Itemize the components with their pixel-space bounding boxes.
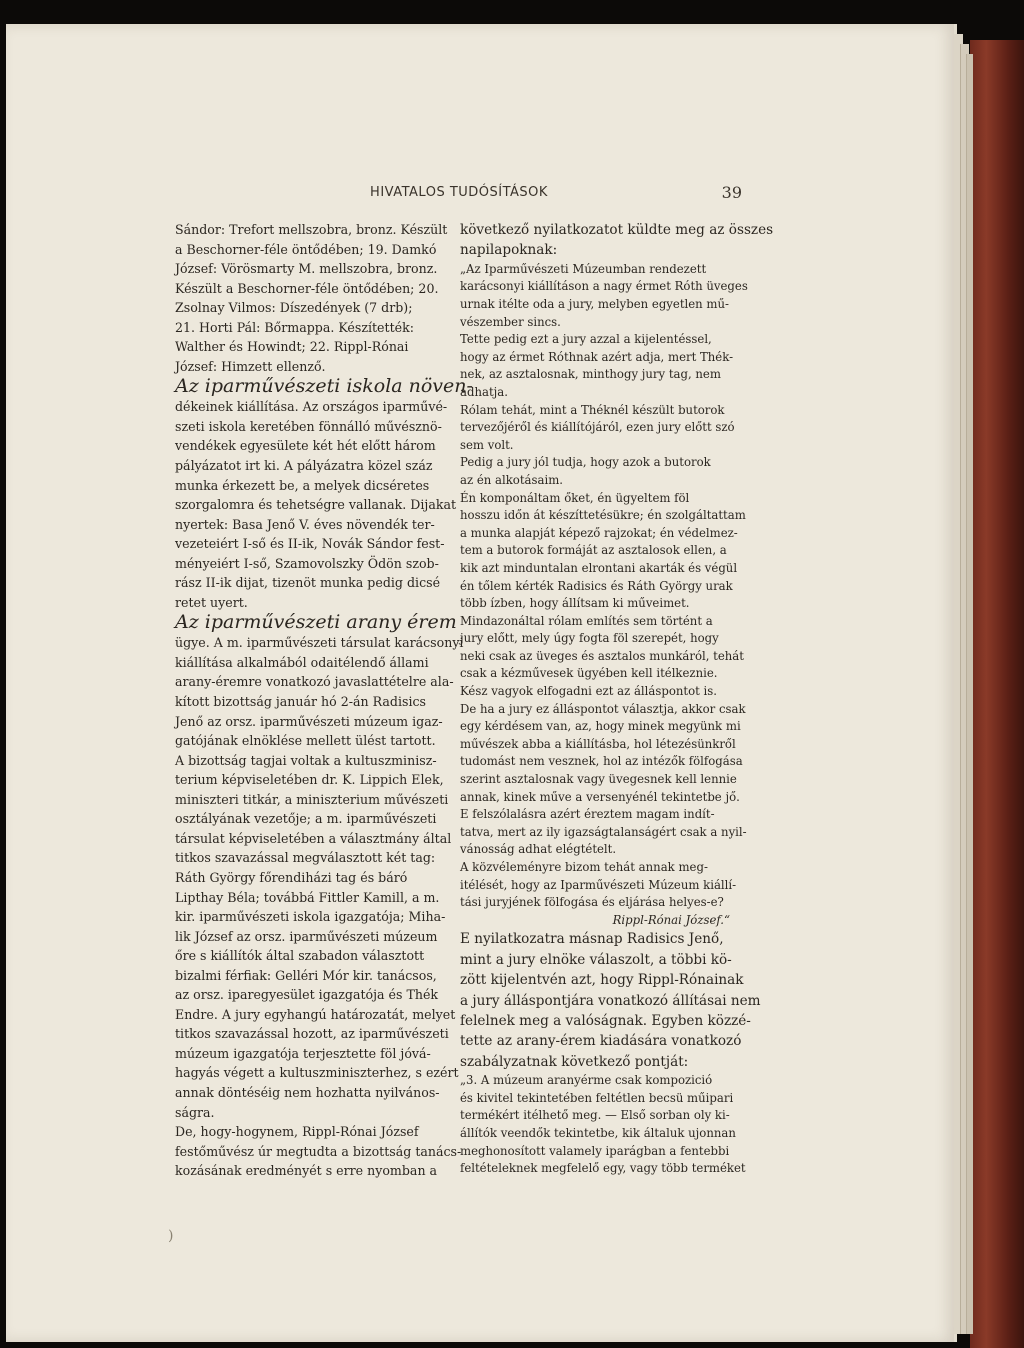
text-line: A közvéleményre bizom tehát annak meg- — [460, 860, 708, 874]
text-line: tudomást nem vesznek, hol az intézők fölfogása — [460, 754, 743, 769]
text-line: Mindazonáltal rólam említés sem történt a — [460, 613, 713, 628]
text-line: Pedig a jury jól tudja, hogy azok a butorok — [460, 455, 711, 470]
text-line: szeti iskola keretében fönnálló művésznö- — [175, 418, 442, 434]
text-line: szerint asztalosnak vagy üvegesnek kell lennie — [460, 772, 737, 787]
text-line: a jury álláspontjára vonatkozó állításai nem — [460, 992, 761, 1009]
text-line: az orsz. iparegyesület igazgatója és Thék — [175, 987, 439, 1003]
text-line: „3. A múzeum aranyérme csak kompozició — [460, 1073, 713, 1088]
text-line: retet uyert. — [175, 594, 248, 610]
text-line: titkos szavazással megválasztott két tag: — [175, 850, 436, 866]
text-line: karácsonyi kiállításon a nagy érmet Róth üveges — [460, 279, 748, 294]
text-line: Lipthay Béla; továbbá Fittler Kamill, a m. — [175, 889, 440, 905]
text-line: sem volt. — [460, 437, 514, 452]
text-line: őre s kiállítók által szabadon választott — [175, 948, 425, 964]
text-line: ményeiért I-ső, Szamovolszky Ödön szob- — [175, 555, 439, 571]
text-line: neki csak az üveges és asztalos munkáról, tehát — [460, 648, 744, 663]
text-line: bizalmi férfiak: Gelléri Mór kir. tanácsos, — [175, 967, 437, 983]
text-line: termékért itélhető meg. — Első sorban oly ki- — [460, 1108, 730, 1123]
text-line: arany-éremre vonatkozó javaslattételre ala- — [175, 674, 454, 690]
text-line: csak a kézművesek ügyében kell itélkeznie. — [460, 666, 718, 681]
text-line: vezeteiért I-ső és II-ik, Novák Sándor fest- — [175, 536, 445, 552]
text-line: Kész vagyok elfogadni ezt az álláspontot is. — [460, 684, 717, 699]
text-line: dékeinek kiállítása. Az országos iparművé- — [175, 399, 448, 415]
text-line: pályázatot irt ki. A pályázatra közel száz — [175, 458, 433, 474]
text-line: titkos szavazással hozott, az iparművészeti — [175, 1026, 449, 1042]
text-line: következő nyilatkozatot küldte meg az összes — [460, 222, 774, 238]
text-line: mint a jury elnöke válaszolt, a többi kö- — [460, 951, 732, 968]
text-line: Tette pedig ezt a jury azzal a kijelentéssel, — [460, 332, 712, 347]
text-line: állítók veendők tekintetbe, kik általuk ujonnan — [460, 1126, 736, 1140]
text-line: a munka alapját képező rajzokat; én védelmez- — [460, 525, 738, 540]
text-line: E nyilatkozatra másnap Radisics Jenő, — [460, 931, 724, 948]
text-line: De, hogy-hogynem, Rippl-Rónai József — [175, 1124, 419, 1140]
text-line: lik József az orsz. iparművészeti múzeum — [175, 928, 438, 944]
text-line: hosszu időn át készíttetésükre; én szolgáltattam — [460, 508, 746, 523]
text-line: napilapoknak: — [460, 242, 558, 259]
text-line: Zsolnay Vilmos: Díszedények (7 drb); — [175, 300, 413, 316]
text-line: tette az arany-érem kiadására vonatkozó — [460, 1033, 742, 1050]
text-line: tem a butorok formáját az asztalosok ellen, a — [460, 543, 727, 558]
text-line: annak, kinek műve a versenyénél tekintetbe jő. — [460, 789, 740, 804]
text-line: feltételeknek megfelelő egy, vagy több terméket — [460, 1161, 746, 1176]
text-line: A bizottság tagjai voltak a kultuszminisz- — [175, 752, 437, 768]
text-line: és kivitel tekintetében feltétlen becsü műipari — [460, 1090, 734, 1105]
text-line: vendékek egyesülete két hét előtt három — [175, 438, 436, 454]
text-line: múzeum igazgatója terjesztette föl jóvá- — [175, 1045, 431, 1061]
text-line: miniszteri titkár, a miniszterium művészeti — [175, 791, 449, 807]
text-line: ságra. — [175, 1104, 215, 1120]
text-line: Készült a Beschorner-féle öntődében; 20. — [175, 280, 439, 296]
text-line: jury előtt, mely úgy fogta föl szerepét, hogy — [460, 631, 719, 646]
text-line: társulat képviseletében a választmány által — [175, 830, 452, 846]
running-head: HIVATALOS TUDÓSÍTÁSOK — [370, 185, 548, 200]
text-line: az én alkotásaim. — [460, 472, 563, 487]
text-line: annak döntéséig nem hozhatta nyilvános- — [175, 1084, 440, 1100]
text-line: én tőlem kérték Radisics és Ráth György urak — [460, 578, 733, 593]
text-line: zött kijelentvén azt, hogy Rippl-Rónainak — [460, 972, 744, 989]
text-line: hagyás végett a kultuszminiszterhez, s ezért — [175, 1065, 459, 1081]
text-line: kított bizottság január hó 2-án Radisics — [175, 694, 427, 710]
text-line: gatójának elnöklése mellett ülést tartott. — [175, 733, 436, 749]
text-line: festőművész úr megtudta a bizottság tanács- — [175, 1143, 462, 1159]
text-line: szabályzatnak következő pontját: — [460, 1053, 689, 1070]
text-line: kiállítása alkalmából odaitélendő állami — [175, 654, 429, 670]
text-line: a Beschorner-féle öntődében; 19. Damkó — [175, 241, 437, 257]
text-line: nek, az asztalosnak, minthogy jury tag, nem — [460, 367, 721, 382]
margin-mark: ) — [168, 1228, 174, 1244]
text-line: hogy az érmet Róthnak azért adja, mert Thék- — [460, 349, 734, 364]
text-line: József: Vörösmarty M. mellszobra, bronz. — [175, 261, 438, 277]
text-line: adhatja. — [460, 384, 508, 399]
text-line: munka érkezett be, a melyek dicséretes — [175, 477, 430, 493]
text-line: vánosság adhat elégtételt. — [460, 842, 617, 857]
text-line: vészember sincs. — [460, 314, 561, 329]
text-line: Az iparművészeti iskola növen- — [175, 375, 473, 398]
text-line: tási juryjének fölfogása és eljárása helyes-e? — [460, 895, 724, 910]
text-line: urnak itélte oda a jury, melyben egyetlen mű- — [460, 297, 729, 311]
text-line: tatva, mert az ily igazságtalanságért csak a nyil- — [460, 824, 747, 839]
text-line: Rólam tehát, mint a Théknél készült butorok — [460, 402, 725, 417]
text-line: Jenő az orsz. iparművészeti múzeum igaz- — [175, 713, 443, 729]
text-line: Az iparművészeti arany érem — [175, 611, 457, 634]
left-column — [175, 220, 473, 1181]
text-line: E felszólalásra azért éreztem magam indít- — [460, 807, 715, 822]
book-spine — [970, 40, 1024, 1348]
text-line: tervezőjéről és kiállítójáról, ezen jury előtt szó — [460, 420, 735, 435]
text-line: Walther és Howindt; 22. Rippl-Rónai — [175, 339, 409, 355]
text-line: ügye. A m. iparművészeti társulat karácsonyi — [175, 635, 464, 651]
page-number: 39 — [721, 183, 742, 202]
text-line: Sándor: Trefort mellszobra, bronz. Készült — [175, 222, 448, 237]
text-line: József: Himzett ellenző. — [175, 358, 326, 374]
text-line: kir. iparművészeti iskola igazgatója; Miha- — [175, 909, 446, 925]
right-column — [460, 220, 774, 1178]
text-line: itélését, hogy az Iparművészeti Múzeum kiállí- — [460, 877, 737, 892]
text-line: terium képviseletében dr. K. Lippich Elek, — [175, 772, 444, 788]
text-line: osztályának vezetője; a m. iparművészeti — [175, 811, 437, 827]
text-line: nyertek: Basa Jenő V. éves növendék ter- — [175, 516, 435, 532]
text-line: kik azt minduntalan elrontani akarták és végül — [460, 560, 738, 575]
text-line: szorgalomra és tehetségre vallanak. Dijakat — [175, 497, 457, 513]
signature: Rippl-Rónai József.“ — [612, 912, 730, 927]
text-line: több ízben, hogy állítsam ki műveimet. — [460, 596, 690, 611]
text-line: kozásának eredményét s erre nyomban a — [175, 1163, 438, 1179]
text-line: „Az Iparművészeti Múzeumban rendezett — [460, 261, 707, 276]
text-line: Én komponáltam őket, én ügyeltem föl — [460, 490, 690, 505]
page-edge — [966, 54, 973, 1334]
page-header — [174, 183, 744, 205]
text-line: De ha a jury ez álláspontot választja, akkor csak — [460, 701, 746, 716]
text-line: Endre. A jury egyhangú határozatát, melyet — [175, 1006, 456, 1022]
text-line: meghonosított valamely iparágban a fentebbi — [460, 1143, 730, 1158]
text-line: művészek abba a kiállításba, hol létezésünkről — [460, 736, 736, 751]
text-line: rász II-ik dijat, tizenöt munka pedig dicsé — [175, 575, 441, 591]
text-line: Ráth György főrendiházi tag és báró — [175, 869, 408, 885]
text-line: felelnek meg a valóságnak. Egyben közzé- — [460, 1013, 751, 1029]
text-line: 21. Horti Pál: Bőrmappa. Készítették: — [175, 319, 414, 335]
text-line: egy kérdésem van, az, hogy minek megyünk mi — [460, 719, 741, 734]
